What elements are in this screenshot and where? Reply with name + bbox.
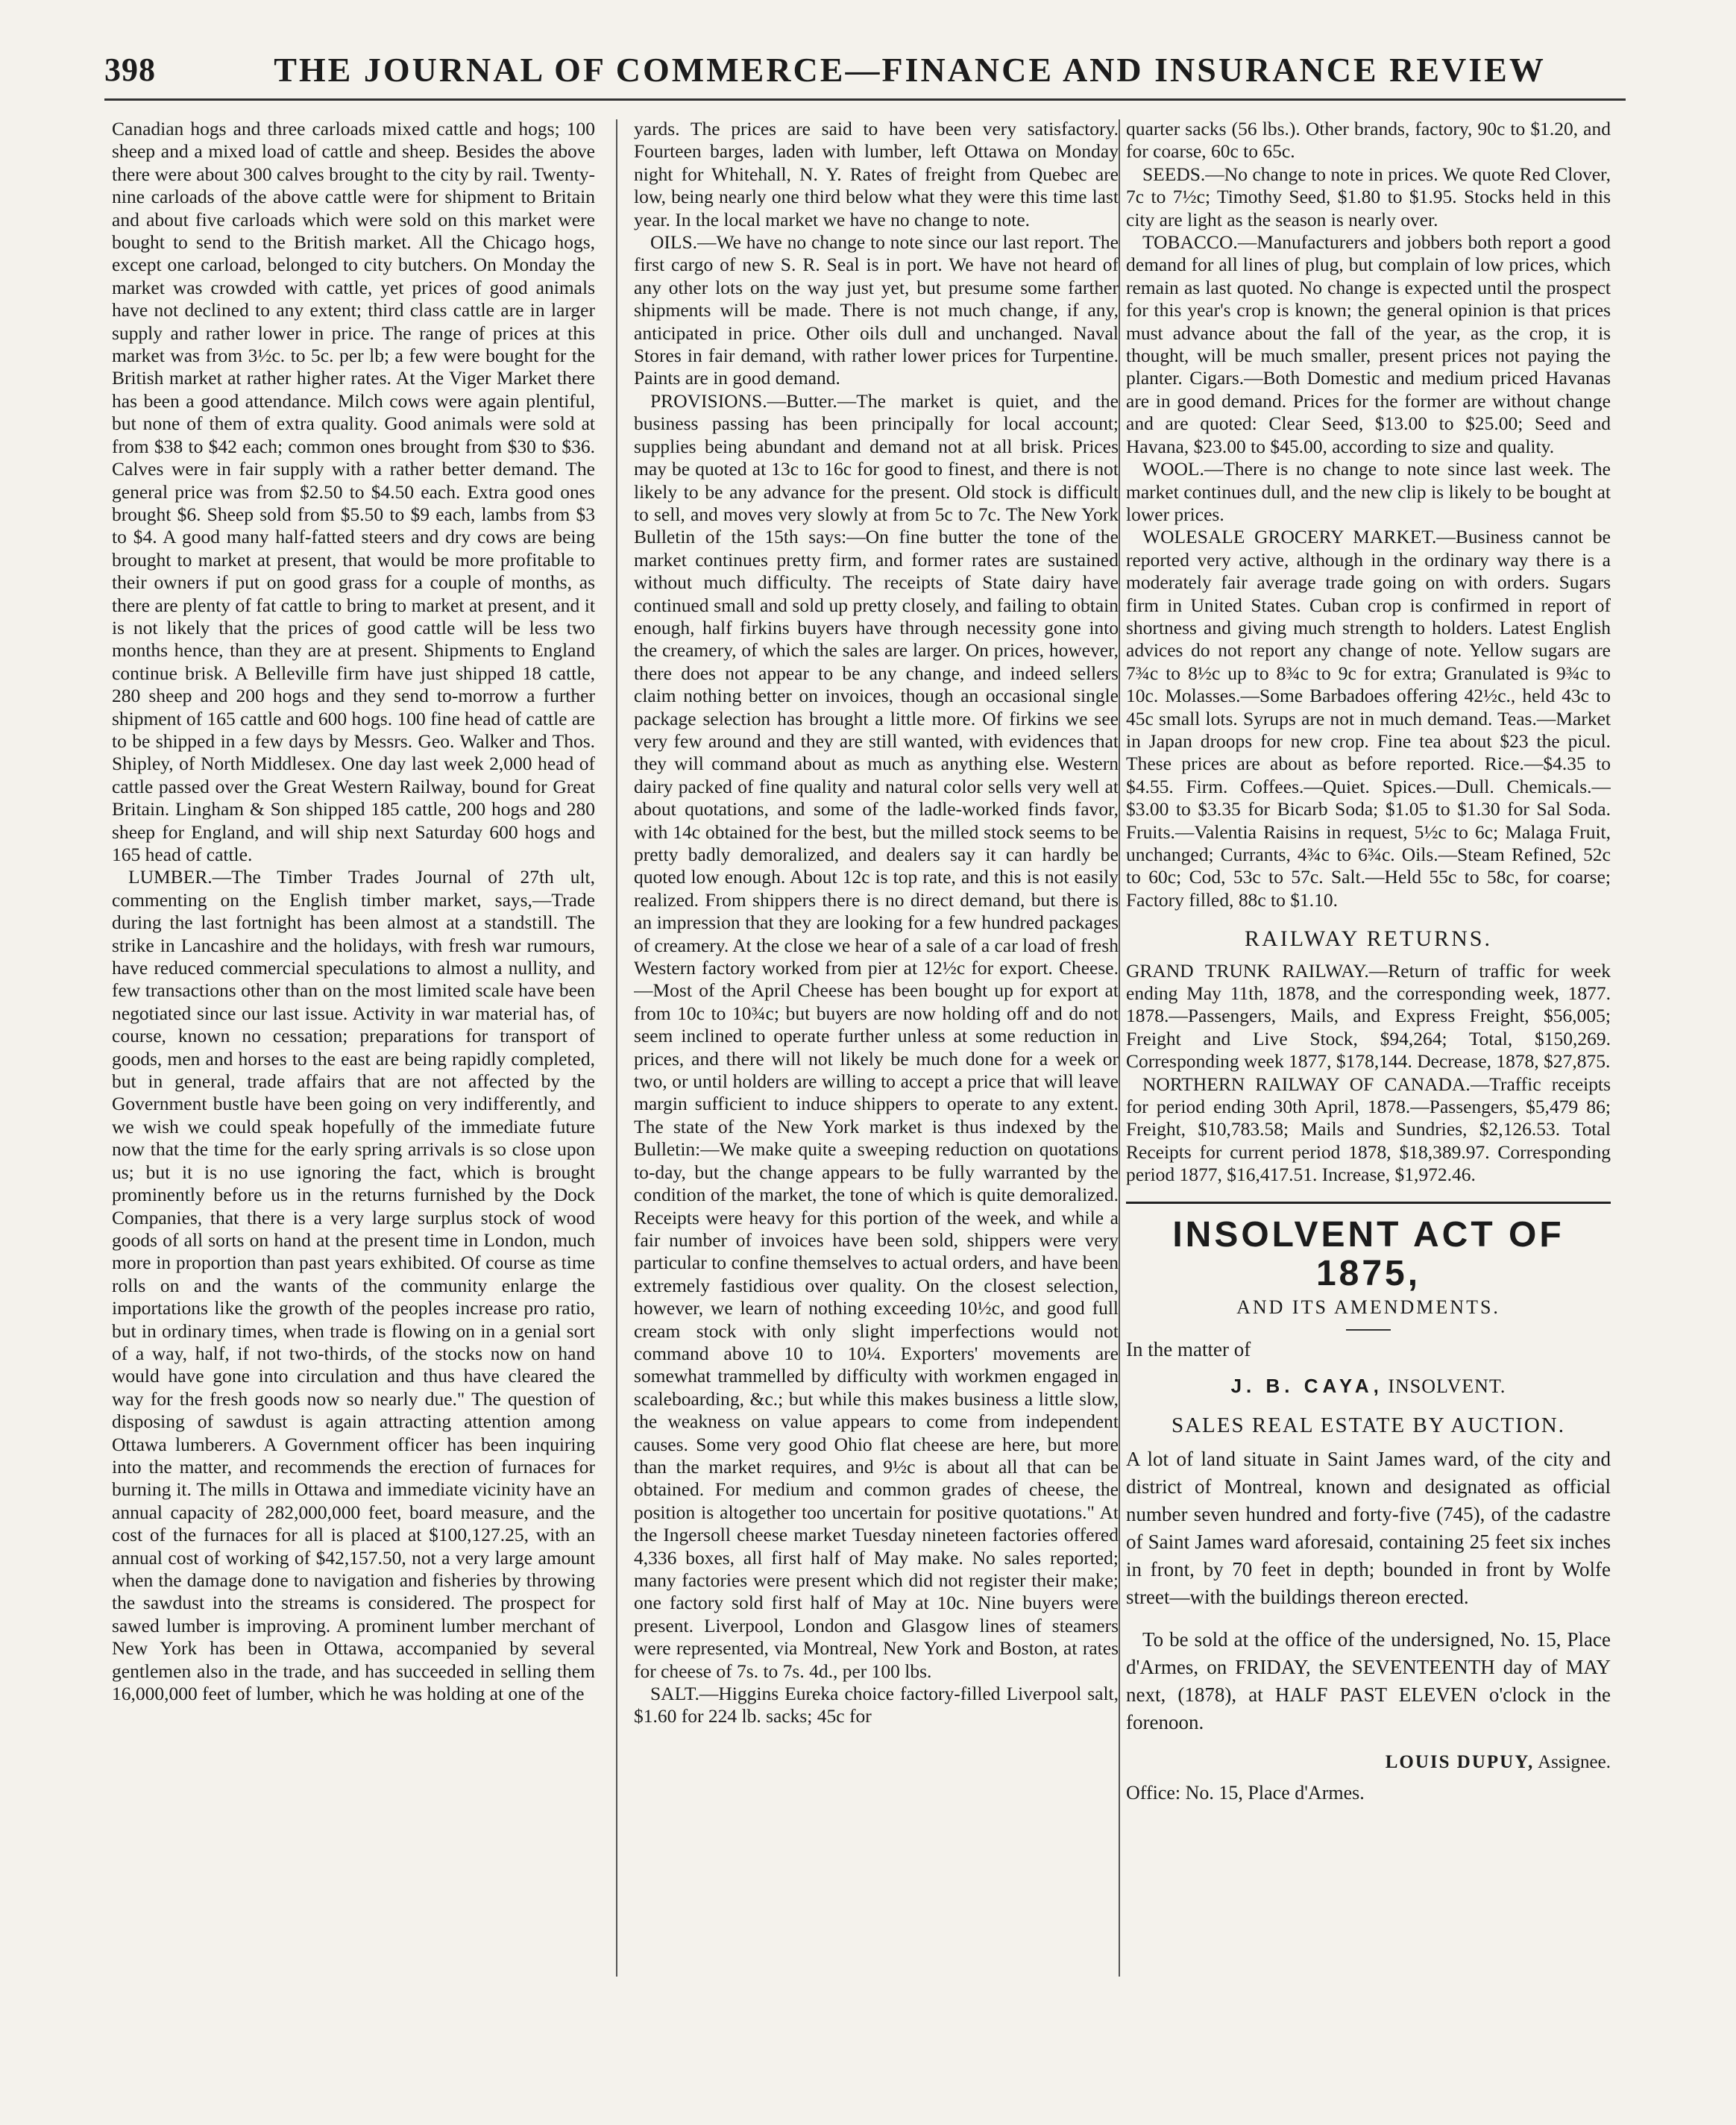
paragraph: TOBACCO.—Manufacturers and jobbers both report a good demand for all lines of plug, but complain of low prices, which remain as last quoted. No change is expected until the prospect for this year's crop is known; the general opinion is that prices must advance about the fall of the year, as the crop, it is thought, will be much smaller, present prices not paying the planter. Cigars.—Both Domestic and medium priced Havanas are in good demand. Prices for the former are without change and are quoted: Clear Seed, $13.00 to $25.00; Seed and Havana, $23.00 to $45.00, according to size and quality.: [1126, 231, 1611, 457]
office-address: Office: No. 15, Place d'Armes.: [1126, 1781, 1365, 1804]
railway-returns-heading: RAILWAY RETURNS.: [1245, 926, 1492, 952]
paragraph: SALT.—Higgins Eureka choice factory-filled Liverpool salt, $1.60 for 224 lb. sacks; 45c for: [634, 1683, 1119, 1727]
sale-paragraph: To be sold at the office of the undersigned, No. 15, Place d'Armes, on FRIDAY, the SEVENTEENTH day of MAY next, (1878), at HALF PAST ELEVEN o'clock in the forenoon.: [1126, 1628, 1611, 1734]
column-1: [112, 118, 595, 1983]
insolvent-notice: [1126, 1202, 1611, 1804]
paragraph: LUMBER.—The Timber Trades Journal of 27th ult, commenting on the English timber market, says,—Trade during the last fortnight has been almost at a standstill. The strike in Lancashire and the holidays, with fresh war rumours, have reduced commercial speculations to almost a nullity, and few transactions other than on the most limited scale have been negotiated since our last issue. Activity in war material has, of course, known no cessation; preparations for transport of goods, men and horses to the east are being rapidly completed, but in general, trade affairs that are not affected by the Government bustle have been going on very indifferently, and we wish we could speak hopefully of the immediate future now that the time for the early spring arrivals is so close upon us; but it is no use ignoring the fact, which is brought prominently before us in the returns furnished by the Dock Companies, that there is a very large surplus stock of wood goods of all sorts on hand at the present time in London, much more in proportion than past years exhibited. Of course as time rolls on and the wants of the community enlarge the importations like the growth of the peoples increase pro ratio, but in ordinary times, when trade is flowing on in a genial sort of a way, half, if not two-thirds, of the stocks now on hand would have gone into circulation and thus have cleared the way for the fresh goods now so nearly due." The question of disposing of sawdust is again attracting attention among Ottawa lumberers. A Government officer has been inquiring into the matter, and recommends the erection of furnaces for burning it. The mills in Ottawa and immediate vicinity have an annual capacity of 282,000,000 feet, board measure, and the cost of the furnaces for all is placed at $100,127.25, with an annual cost of working of $42,157.50, not a very large amount when the damage done to navigation and fisheries by throwing the sawdust into the streams is considered. The prospect for sawed lumber is improving. A prominent lumber merchant of New York has been in Ottawa, accompanied by several gentlemen also in the trade, and has succeeded in selling them 16,000,000 feet of lumber, which he was holding at one of the: [112, 866, 595, 1705]
assignee-name: LOUIS DUPUY,: [1385, 1752, 1535, 1773]
paragraph: SEEDS.—No change to note in prices. We quote Red Clover, 7c to 7½c; Timothy Seed, $1.80 to $1.95. Stocks held in this city are light as the season is nearly over.: [1126, 163, 1611, 230]
railway-paragraph: GRAND TRUNK RAILWAY.—Return of traffic for week ending May 11th, 1878, and the corresponding week, 1877. 1878.—Passengers, Mails, and Express Freight, $56,005; Freight and Live Stock, $94,264; Total, $150,269. Corresponding week 1877, $178,144. Decrease, 1878, $27,875.: [1126, 959, 1611, 1073]
column-divider: [1119, 119, 1120, 1977]
header-rule: [104, 98, 1626, 101]
column-divider: [616, 119, 617, 1977]
divider: [1346, 1329, 1391, 1331]
insolvent-name: J. B. CAYA,: [1230, 1374, 1383, 1397]
assignee-signature: [1126, 1751, 1611, 1774]
paragraph: yards. The prices are said to have been very satisfactory. Fourteen barges, laden with lumber, left Ottawa on Monday night for Whitehall, N. Y. Rates of freight from Quebec are low, being nearly one third below what they were this time last year. In the local market we have no change to note.: [634, 118, 1119, 230]
paragraph: quarter sacks (56 lbs.). Other brands, factory, 90c to $1.20, and for coarse, 60c to 65c.: [1126, 118, 1611, 163]
paragraph: Canadian hogs and three carloads mixed cattle and hogs; 100 sheep and a mixed load of cattle and sheep. Besides the above there were about 300 calves brought to the city by rail. Twenty-nine carloads of the above cattle were for shipment to Britain and about five carloads which were sold on this market were bought to send to the British market. All the Chicago hogs, except one carload, belonged to city butchers. On Monday the market was crowded with cattle, yet prices of good animals have not declined to any extent; third class cattle are in larger supply and rather lower in price. The range of prices at this market was from 3½c. to 5c. per lb; a few were bought for the British market at rather higher rates. At the Viger Market there has been a good attendance. Milch cows were again plentiful, but none of them of extra quality. Good animals were sold at from $38 to $42 each; common ones brought from $30 to $36. Calves were in fair supply with a rather better demand. The general price was from $2.50 to $4.50 each. Extra good ones brought $6. Sheep sold from $5.50 to $9 each, lambs from $3 to $4. A good many half-fatted steers and dry cows are being brought to market at present, that would be more profitable to their owners if put on good grass for a couple of months, as there are plenty of fat cattle to bring to market at present, and it is not likely that the prices of good cattle will be less two months hence, than they are at present. Shipments to England continue brisk. A Belleville firm have just shipped 18 cattle, 280 sheep and 200 hogs and they send to-morrow a further shipment of 165 cattle and 600 hogs. 100 fine head of cattle are to be shipped in a few days by Messrs. Geo. Walker and Thos. Shipley, of North Middlesex. One day last week 2,000 head of cattle passed over the Great Western Railway, bound for Great Britain. Lingham & Son shipped 185 cattle, 200 hogs and 280 sheep for England, and will ship next Saturday 600 hogs and 165 head of cattle.: [112, 118, 595, 865]
paragraph: PROVISIONS.—Butter.—The market is quiet, and the business passing has been principally for local account; supplies being abundant and demand not at all brisk. Prices may be quoted at 13c to 16c for good to finest, and there is not likely to be any advance for the present. Old stock is difficult to sell, and moves very slowly at from 5c to 7c. The New York Bulletin of the 15th says:—On fine butter the tone of the market continues pretty firm, and former rates are sustained without much difficulty. The receipts of State dairy have continued small and sold up pretty closely, and failing to obtain enough, half firkins buyers have through necessity gone into the creamery, of which the sales are larger. On prices, however, there does not appear to be any change, and indeed sellers claim nothing better on invoices, though an occasional single package selection has brought a little more. Of firkins we see very few around and they are still wanted, with evidences that they will command about as much as anything else. Western dairy packed of fine quality and natural color sells very well at about quotations, and some of the ladle-worked finds favor, with 14c obtained for the best, but the milled stock seems to be pretty badly demoralized, and dealers say it can hardly be quoted low enough. About 12c is top rate, and this is not easily realized. From shippers there is no direct demand, but there is an impression that they are looking for a few hundred packages of creamery. At the close we hear of a sale of a car load of fresh Western factory worked from pier at 12½c for export. Cheese.—Most of the April Cheese has been bought up for export at from 10c to 10¾c; but buyers are now holding off and do not seem inclined to operate further unless at some reduction in prices, and there will not likely be much done for a week or two, or until holders are willing to accept a price that will leave margin sufficient to induce shippers to operate to any extent. The state of the New York market is thus indexed by the Bulletin:—We make quite a sweeping reduction on quotations to-day, but the change appears to be fully warranted by the condition of the market, the tone of which is quite demoralized. Receipts were heavy for this portion of the week, and while a fair number of invoices have been sold, shippers were very particular to confine themselves to actual orders, and have been extremely fastidious over quality. On the closest selection, however, we learn of nothing exceeding 10½c, and good full cream stock with only slight imperfections would not command above 10 to 10¼. Exporters' movements are somewhat trammelled by difficulty with workmen engaged in scaleboarding, &c.; but while this makes business a little slow, the weakness on value appears to come from independent causes. Some very good Ohio flat cheese are here, but more than the market requires, and 9½c is about all that can be obtained. For medium and common grades of cheese, the position is altogether too uncertain for positive quotations." At the Ingersoll cheese market Tuesday nineteen factories offered 4,336 boxes, all first half of May make. No sales reported; many factories were present which did not register their make; one factory sold first half of May at 10c. Nine buyers were present. Liverpool, London and Glasgow lines of steamers were represented, via Montreal, New York and Boston, at rates for cheese of 7s. to 7s. 4d., per 100 lbs.: [634, 389, 1119, 1682]
notice-title: INSOLVENT ACT OF 1875,: [1172, 1214, 1564, 1293]
insolvent-line: [1126, 1375, 1611, 1398]
page-number: 398: [104, 51, 156, 88]
notice-matter: In the matter of: [1126, 1338, 1251, 1361]
column-2: [634, 118, 1119, 1983]
sale-paragraph: A lot of land situate in Saint James ward, of the city and district of Montreal, known and designated as official number seven hundred and forty-five (745), of the cadastre of Saint James ward aforesaid, containing 25 feet six inches in front, by 70 feet in depth; bounded in front by Wolfe street—with the buildings thereon erected.: [1126, 1448, 1611, 1609]
paragraph: OILS.—We have no change to note since our last report. The first cargo of new S. R. Seal is in port. We have not heard of any other lots on the way just yet, but presume some farther shipments will be made. There is not much change, if any, anticipated in price. Other oils dull and unchanged. Naval Stores in fair demand, with rather lower prices for Turpentine. Paints are in good demand.: [634, 231, 1119, 389]
page-header: [104, 46, 1626, 92]
notice-subtitle: AND ITS AMENDMENTS.: [1236, 1296, 1500, 1318]
railway-paragraph: NORTHERN RAILWAY OF CANADA.—Traffic receipts for period ending 30th April, 1878.—Passengers, $5,479 86; Freight, $10,783.58; Mails and Sundries, $2,126.53. Total Receipts for current period 1878, $18,389.97. Corresponding period 1877, $16,417.51. Increase, $1,972.46.: [1126, 1073, 1611, 1186]
running-title: THE JOURNAL OF COMMERCE—FINANCE AND INSURANCE REVIEW: [274, 50, 1546, 89]
paragraph: WOLESALE GROCERY MARKET.—Business cannot be reported very active, although in the ordinary way there is a moderately fair average trade going on with orders. Sugars firm in United States. Cuban crop is confirmed in report of shortness and giving much strength to holders. Latest English advices do not report any change of note. Yellow sugars are 7¾c to 8½c up to 8¾c to 9c for extra; Granulated is 9¾c to 10c. Molasses.—Some Barbadoes offering 42½c., held 43c to 45c small lots. Syrups are not in much demand. Teas.—Market in Japan droops for new crop. Fine tea about $23 the picul. These prices are about as before reported. Rice.—$4.35 to $4.55. Firm. Coffees.—Quiet. Spices.—Dull. Chemicals.—$3.00 to $3.35 for Bicarb Soda; $1.05 to $1.30 for Sal Soda. Fruits.—Valentia Raisins in request, 5½c to 6c; Malaga Fruit, unchanged; Currants, 4¾c to 6¾c. Oils.—Steam Refined, 52c to 60c; Cod, 53c to 57c. Salt.—Held 55c to 58c, for coarse; Factory filled, 88c to $1.10.: [1126, 526, 1611, 911]
column-3: [1126, 118, 1611, 1983]
assignee-label: Assignee.: [1538, 1752, 1611, 1773]
sale-text: [1126, 1446, 1611, 1736]
insolvent-label: INSOLVENT.: [1388, 1375, 1506, 1397]
sale-heading: SALES REAL ESTATE BY AUCTION.: [1171, 1413, 1565, 1437]
paragraph: WOOL.—There is no change to note since last week. The market continues dull, and the new clip is likely to be bought at lower prices.: [1126, 458, 1611, 525]
